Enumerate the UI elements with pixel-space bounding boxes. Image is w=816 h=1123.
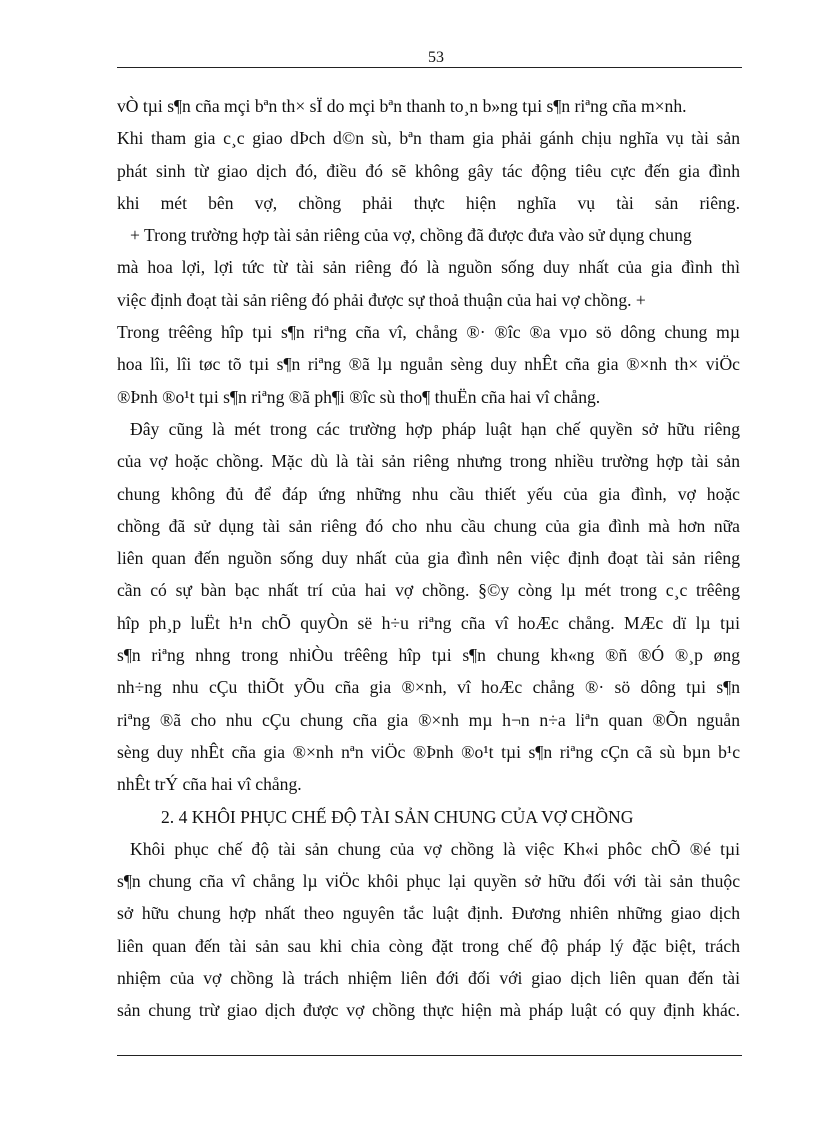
footer-rule	[117, 1055, 742, 1056]
section-heading: 2. 4 KHÔI PHỤC CHẾ ĐỘ TÀI SẢN CHUNG CỦA VỢ CHỒNG	[161, 806, 634, 827]
text-line: phát sinh từ giao dịch đó, điều đó sẽ không gây tác động tiêu cực đến gia đình	[117, 160, 740, 181]
text-line: hoa lîi, lîi tøc tõ tµi s¶n riªng ®ã lµ nguån sèng duy nhÊt cña gia ®×nh th× viÖc	[117, 354, 740, 375]
text-line: chung không đủ để đáp ứng những nhu cầu thiết yếu của gia đình, vợ hoặc	[117, 483, 740, 504]
text-line: vÒ tµi s¶n cña mçi bªn th× sÏ do mçi bªn thanh to¸n b»ng tµi s¶n riªng cña m×nh.	[117, 96, 687, 116]
text-line: s¶n riªng nhng trong nhiÒu trêêng hîp tµi s¶n chung kh«ng ®ñ ®Ó ®¸p øng	[117, 645, 740, 666]
text-line: liên quan đến nguồn sống duy nhất của gia đình nên việc định đoạt tài sản riêng	[117, 548, 740, 569]
text-line: việc định đoạt tài sản riêng đó phải được sự thoả thuận của hai vợ chồng. +	[117, 289, 646, 310]
text-line: sản chung trừ giao dịch được vợ chồng thực hiện mà pháp luật có quy định khác.	[117, 1000, 740, 1021]
text-line: của vợ hoặc chồng. Mặc dù là tài sản riêng nhưng trong nhiều trường hợp tài sản	[117, 451, 740, 472]
text-line: s¶n chung cña vî chång lµ viÖc khôi phục lại quyền sở hữu đối với tài sản thuộc	[117, 871, 740, 892]
text-line: cần có sự bàn bạc nhất trí của hai vợ chồng. §©y còng lµ mét trong c¸c trêêng	[117, 580, 740, 601]
text-line: nh÷ng nhu cÇu thiÕt yÕu cña gia ®×nh, vî hoÆc chång ®· sö dông tµi s¶n	[117, 677, 740, 698]
text-line: sèng duy nhÊt cña gia ®×nh nªn viÖc ®Þnh ®o¹t tµi s¶n riªng cÇn cã sù bµn b¹c	[117, 741, 740, 762]
text-line: liên quan đến tài sản sau khi chia còng đặt trong chế độ pháp lý đặc biệt, trách	[117, 935, 740, 956]
header-rule	[117, 67, 742, 68]
text-line: sở hữu chung hợp nhất theo nguyên tắc luật định. Đương nhiên những giao dịch	[117, 903, 740, 924]
text-line: nhiệm của vợ chồng là trách nhiệm liên đới đối với giao dịch liên quan đến tài	[117, 968, 740, 989]
text-line: hîp ph¸p luËt h¹n chÕ quyÒn së h÷u riªng cña vî hoÆc chång. MÆc dï lµ tµi	[117, 612, 740, 633]
page-number: 53	[428, 49, 444, 66]
text-line: khi mét bên vợ, chồng phải thực hiện nghĩa vụ tài sản riêng.	[117, 192, 740, 213]
text-line: Đây cũng là mét trong các trường hợp pháp luật hạn chế quyền sở hữu riêng	[130, 418, 740, 439]
text-line: nhÊt trÝ cña hai vî chång.	[117, 774, 302, 795]
text-line: chồng đã sử dụng tài sản riêng đó cho nhu cầu chung của gia đình mà hơn nữa	[117, 515, 740, 536]
text-line: riªng ®ã cho nhu cÇu chung cña gia ®×nh mµ h¬n n÷a liªn quan ®Õn nguån	[117, 709, 740, 730]
text-line: + Trong trường hợp tài sản riêng của vợ, chồng đã được đưa vào sử dụng chung	[130, 225, 692, 246]
text-line: ®Þnh ®o¹t tµi s¶n riªng ®ã ph¶i ®îc sù tho¶ thuËn cña hai vî chång.	[117, 386, 601, 407]
document-body	[117, 90, 740, 1027]
text-line: Trong trêêng hîp tµi s¶n riªng cña vî, chång ®· ®îc ®a vµo sö dông chung mµ	[117, 322, 740, 343]
text-line: Khi tham gia c¸c giao dÞch d©n sù, bªn tham gia phải gánh chịu nghĩa vụ tài sản	[117, 128, 740, 149]
text-line: mà hoa lợi, lợi tức từ tài sản riêng đó là nguồn sống duy nhất của gia đình thì	[117, 257, 740, 278]
text-line: Khôi phục chế độ tài sản chung của vợ chồng là việc Kh«i phôc chÕ ®é tµi	[130, 838, 740, 859]
